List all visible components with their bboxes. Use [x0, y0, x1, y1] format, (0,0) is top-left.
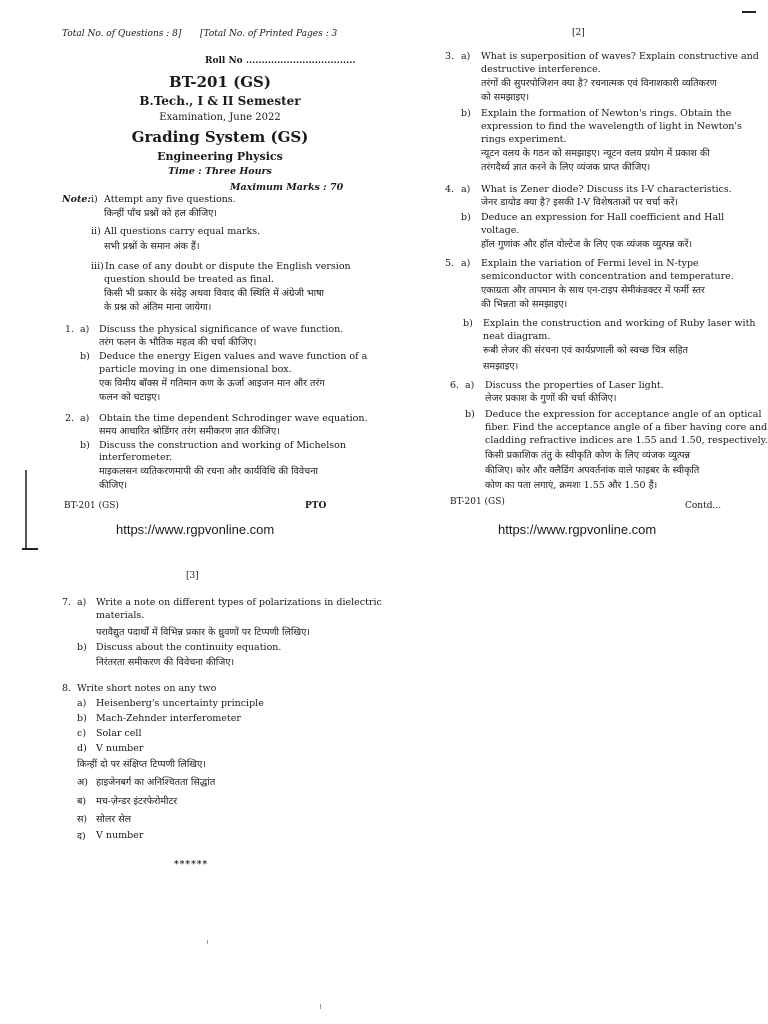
scan-mark	[742, 11, 756, 13]
question-text: Discuss the physical significance of wave function.	[99, 324, 344, 335]
question-text-hindi: किसी प्रकाशिक तंतु के स्वीकृति कोण के लिए व्यंजक व्युत्पन्न	[485, 450, 690, 461]
question-text-hindi: एकाग्रता और तापमान के साथ एन-टाइप सेमीकंडक्टर में फर्मी स्तर	[481, 285, 705, 296]
part-label: a)	[465, 380, 475, 391]
question-text-hindi: माइकलसन व्यतिकरणमापी की रचना और कार्यविधि की विवेचना	[99, 466, 318, 477]
question-text-hindi: परावैद्युत पदार्थों में विभिन्न प्रकार के ध्रुवणों पर टिप्पणी लिखिए।	[96, 627, 310, 638]
scan-mark	[207, 940, 208, 944]
part-label: b)	[80, 351, 90, 362]
question-text: Deduce an expression for Hall coefficient and Hall	[481, 212, 725, 223]
question-text-hindi: तरंगदैर्ध्य ज्ञात करने के लिए व्यंजक प्राप्त कीजिए।	[481, 162, 651, 173]
question-text-hindi: की भिन्नता को समझाइए।	[481, 299, 568, 310]
question-number: 8.	[62, 683, 72, 694]
roll-no: Roll No ...................................	[205, 56, 356, 66]
footer-pto: PTO	[305, 501, 327, 511]
note-text-hindi: के प्रश्न को अंतिम माना जायेगा।	[104, 302, 212, 313]
part-label: a)	[80, 413, 90, 424]
question-text: What is Zener diode? Discuss its I-V characteristics.	[481, 184, 732, 195]
question-text-hindi: तरंग फलन के भौतिक महत्व की चर्चा कीजिए।	[99, 337, 257, 348]
note-text: In case of any doubt or dispute the English version	[105, 261, 351, 272]
list-item-hindi: मच-ज़ेन्डर इंटरफेरोमीटर	[96, 796, 178, 807]
list-item: Solar cell	[96, 728, 142, 739]
note-text: All questions carry equal marks.	[104, 226, 261, 237]
question-number: 7.	[62, 597, 72, 608]
footer-contd: Contd...	[685, 501, 722, 511]
part-label: a)	[80, 324, 90, 335]
question-text-hindi: निरंतरता समीकरण की विवेचना कीजिए।	[96, 657, 235, 668]
list-item-hindi: सोलर सेल	[96, 814, 132, 825]
question-text: interferometer.	[99, 452, 173, 463]
page-number: [3]	[186, 571, 199, 581]
scan-mark	[320, 1004, 321, 1009]
question-number: 4.	[445, 184, 455, 195]
part-label: ब)	[77, 796, 87, 807]
part-label: a)	[461, 258, 471, 269]
question-text: rings experiment.	[481, 134, 567, 145]
question-text-hindi: किन्हीं दो पर संक्षिप्त टिप्पणी लिखिए।	[77, 759, 206, 770]
grading-system: Grading System (GS)	[131, 128, 309, 146]
question-text: semiconductor with concentration and temperature.	[481, 271, 734, 282]
part-label: b)	[77, 713, 87, 724]
part-label: a)	[461, 184, 471, 195]
question-text: Discuss the properties of Laser light.	[485, 380, 664, 391]
note-text: question should be treated as final.	[104, 274, 275, 285]
max-marks: Maximum Marks : 70	[230, 182, 344, 193]
question-text: neat diagram.	[483, 331, 551, 342]
question-text-hindi: कीजिए। कोर और क्लैडिंग अपवर्तनांक वाले फाइबर के स्वीकृति	[485, 465, 700, 476]
note-text-hindi: किसी भी प्रकार के संदेह अथवा विवाद की स्थिति में अंग्रेजी भाषा	[104, 288, 325, 299]
question-number: 2.	[65, 413, 75, 424]
part-label: c)	[77, 728, 87, 739]
end-mark: ******	[174, 860, 209, 870]
part-label: b)	[465, 409, 475, 420]
question-text: materials.	[96, 610, 145, 621]
question-number: 3.	[445, 51, 455, 62]
question-text-hindi: एक विमीय बॉक्स में गतिमान कण के ऊर्जा आइजन मान और तरंग	[99, 378, 325, 389]
question-text: particle moving in one dimensional box.	[99, 364, 292, 375]
part-label: b)	[461, 212, 471, 223]
question-text: voltage.	[481, 225, 520, 236]
question-text-hindi: रूबी लेजर की संरचना एवं कार्यप्रणाली को स्वच्छ चित्र सहित	[483, 345, 689, 356]
part-label: d)	[77, 743, 87, 754]
part-label: b)	[463, 318, 473, 329]
paper-code: BT-201 (GS)	[169, 73, 271, 91]
note-num: iii)	[91, 261, 104, 272]
question-text: Deduce the expression for acceptance angle of an optical	[485, 409, 762, 420]
total-pages: [Total No. of Printed Pages : 3	[200, 29, 338, 39]
note-text-hindi: किन्हीं पाँच प्रश्नों को हल कीजिए।	[104, 208, 218, 219]
question-text: Write short notes on any two	[77, 683, 217, 694]
part-label: a)	[461, 51, 471, 62]
part-label: b)	[77, 642, 87, 653]
list-item: V number	[96, 830, 144, 841]
question-text-hindi: तरंगों की सुपरपोजिशन क्या है? रचनात्मक एवं विनाशकारी व्यतिकरण	[481, 78, 717, 89]
question-text: destructive interference.	[481, 64, 601, 75]
question-number: 6.	[450, 380, 460, 391]
question-number: 5.	[445, 258, 455, 269]
question-text: fiber. Find the acceptance angle of a fiber having core and	[485, 422, 768, 433]
note-num: ii)	[91, 226, 101, 237]
question-text: Discuss the construction and working of Michelson	[99, 440, 346, 451]
note-num: i)	[91, 194, 98, 205]
question-text: cladding refractive indices are 1.55 and 1.50, respectively.	[485, 435, 768, 446]
question-text-hindi: न्यूटन वलय के गठन को समझाइए। न्यूटन वलय प्रयोग में प्रकाश की	[481, 148, 710, 159]
part-label: द)	[77, 831, 86, 842]
question-text-hindi: कीजिए।	[99, 480, 128, 491]
part-label: अ)	[77, 777, 88, 788]
question-text-hindi: समय आधारित श्रोडिंगर तरंग समीकरण ज्ञात कीजिए।	[99, 426, 280, 437]
total-questions: Total No. of Questions : 8]	[62, 29, 182, 39]
part-label: a)	[77, 597, 87, 608]
note-text-hindi: सभी प्रश्नों के समान अंक हैं।	[104, 241, 200, 252]
question-text-hindi: लेजर प्रकाश के गुणों की चर्चा कीजिए।	[485, 393, 617, 404]
list-item: Heisenberg's uncertainty principle	[96, 698, 264, 709]
question-text-hindi: जेनर डायोड क्या है? इसकी I-V विशेषताओं पर चर्चा करें।	[481, 197, 679, 208]
subject: Engineering Physics	[157, 150, 283, 163]
time: Time : Three Hours	[168, 166, 272, 177]
question-text-hindi: समझाइए।	[483, 361, 519, 372]
source-url[interactable]: https://www.rgpvonline.com	[116, 522, 275, 537]
note-label: Note:	[62, 194, 91, 205]
question-text: Explain the formation of Newton's rings. Obtain the	[481, 108, 732, 119]
source-url[interactable]: https://www.rgpvonline.com	[498, 522, 657, 537]
question-text-hindi: हॉल गुणांक और हॉल वोल्टेज के लिए एक व्यंजक व्युत्पन्न करें।	[481, 239, 693, 250]
question-text: Explain the construction and working of Ruby laser with	[483, 318, 756, 329]
question-text: What is superposition of waves? Explain constructive and	[481, 51, 759, 62]
question-text-hindi: को समझाइए।	[481, 92, 530, 103]
note-text: Attempt any five questions.	[104, 194, 236, 205]
question-text: Explain the variation of Fermi level in N-type	[481, 258, 699, 269]
part-label: b)	[461, 108, 471, 119]
list-item-hindi: हाइजेनबर्ग का अनिश्चितता सिद्धांत	[96, 777, 216, 788]
list-item: V number	[96, 743, 144, 754]
question-text: expression to find the wavelength of light in Newton's	[481, 121, 742, 132]
question-number: 1.	[65, 324, 75, 335]
scan-mark	[22, 548, 38, 550]
question-text: Discuss about the continuity equation.	[96, 642, 282, 653]
footer-code: BT-201 (GS)	[450, 497, 505, 507]
examination: Examination, June 2022	[159, 112, 281, 123]
part-label: स)	[77, 814, 88, 825]
question-text-hindi: कोण का पता लगाएं, क्रमशः 1.55 और 1.50 हैं।	[485, 480, 658, 491]
part-label: b)	[80, 440, 90, 451]
question-text: Write a note on different types of polarizations in dielectric	[96, 597, 382, 608]
semester: B.Tech., I & II Semester	[139, 94, 301, 108]
question-text: Deduce the energy Eigen values and wave function of a	[99, 351, 368, 362]
footer-code: BT-201 (GS)	[64, 501, 119, 511]
question-text-hindi: फलन को घटाइए।	[99, 392, 161, 403]
list-item: Mach-Zehnder interferometer	[96, 713, 241, 724]
part-label: a)	[77, 698, 87, 709]
page-number: [2]	[572, 28, 585, 38]
question-text: Obtain the time dependent Schrodinger wave equation.	[99, 413, 368, 424]
scan-mark	[25, 470, 27, 550]
